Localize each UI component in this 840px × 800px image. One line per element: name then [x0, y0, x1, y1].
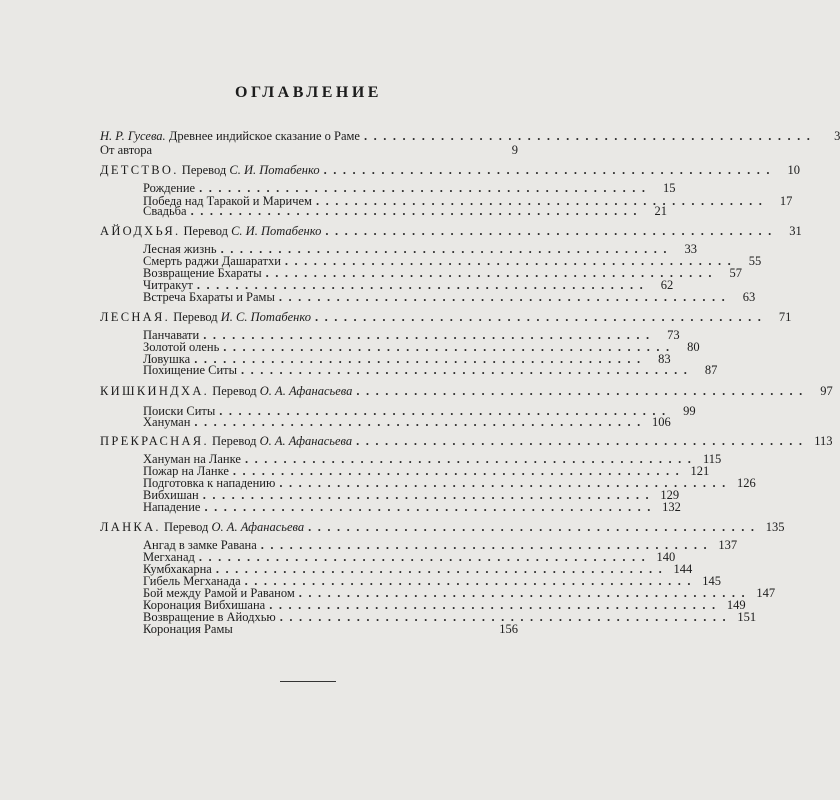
leader-dots: ...............................................	[308, 520, 761, 534]
toc-entry-page: 129	[660, 488, 680, 502]
section-page: 10	[787, 163, 800, 177]
toc-entry-page: 62	[660, 278, 674, 292]
toc-entry-page: 140	[656, 550, 676, 564]
section-page: 71	[778, 310, 792, 324]
toc-entry-page: 15	[662, 181, 676, 195]
toc-entry-text: Коронация Вибхишана	[143, 598, 266, 612]
toc-entry-intro	[100, 128, 840, 143]
leader-dots: ...............................................	[219, 404, 672, 418]
leader-dots: ...............................................	[315, 310, 768, 324]
toc-entry-text: Панчавати	[143, 328, 200, 342]
toc-entry	[143, 621, 518, 636]
leader-dots: ...............................................	[265, 266, 718, 280]
toc-entry-page: 132	[662, 500, 681, 514]
leader-dots: ...............................................	[269, 598, 722, 612]
toc-entry-author-note	[100, 142, 518, 157]
leader-dots: ...............................................	[198, 550, 652, 564]
toc-entry	[143, 289, 756, 304]
toc-entry-text: Гибель Мегханада	[143, 574, 241, 588]
toc-section-heading	[100, 383, 833, 398]
toc-entry-text: Поиски Ситы	[143, 404, 216, 418]
translator-prefix: Перевод	[212, 434, 257, 448]
leader-dots: ...............................................	[356, 434, 809, 448]
section-name: ПРЕКРАСНАЯ.	[100, 434, 209, 448]
toc-entry-page: 57	[729, 266, 742, 280]
toc-entry-page: 147	[756, 586, 776, 600]
toc-entry-author: Н. Р. Гусева.	[100, 129, 166, 143]
toc-entry-page: 151	[737, 610, 757, 624]
toc-entry-label	[100, 129, 360, 143]
leader-dots: ...............................................	[194, 352, 647, 366]
leader-dots: ...............................................	[356, 384, 809, 398]
toc-entry-text: Смерть раджи Дашаратхи	[143, 254, 281, 268]
leader-dots: ...............................................	[241, 363, 694, 377]
leader-dots: ...............................................	[279, 610, 733, 624]
leader-dots: ...............................................	[244, 574, 698, 588]
toc-entry-page: 144	[673, 562, 693, 576]
toc-entry-text: Хануман на Ланке	[143, 452, 241, 466]
toc-entry-page: 156	[499, 622, 518, 636]
toc-entry-page: 121	[690, 464, 710, 478]
leader-dots: ...............................................	[278, 290, 732, 304]
leader-dots: ...............................................	[220, 242, 673, 256]
translator-name: С. И. Потабенко	[229, 163, 320, 177]
toc-entry-page: 126	[736, 476, 756, 490]
closing-rule	[280, 681, 336, 682]
leader-dots: ...............................................	[196, 278, 650, 292]
toc-section-heading	[100, 433, 833, 448]
toc-entry-page: 17	[779, 194, 793, 208]
toc-entry-page: 145	[702, 574, 722, 588]
section-page: 97	[820, 384, 833, 398]
leader-dots: ...............................................	[315, 194, 769, 208]
toc-entry-page: 87	[704, 363, 718, 377]
toc-entry-page: 115	[703, 452, 722, 466]
toc-entry-text: Победа над Таракой и Маричем	[143, 194, 312, 208]
toc-entry-text: Рождение	[143, 181, 196, 195]
section-name: КИШКИНДХА.	[100, 384, 210, 398]
section-name: ЛЕСНАЯ.	[100, 310, 171, 324]
toc-entry-page: 73	[667, 328, 680, 342]
toc-section-heading	[100, 223, 802, 238]
translator-name: О. А. Афанасьева	[211, 520, 305, 534]
toc-entry-text: Вибхишан	[143, 488, 199, 502]
section-name: ЛАНКА.	[100, 520, 161, 534]
toc-entry-text: Возвращение в Айодхью	[143, 610, 276, 624]
toc-entry	[143, 499, 681, 514]
toc-entry-page: 21	[654, 204, 667, 218]
translator-name: И. С. Потабенко	[220, 310, 312, 324]
toc-entry-text: Подготовка к нападению	[143, 476, 276, 490]
toc-entry-page: 9	[511, 143, 518, 157]
toc-entry	[143, 203, 667, 218]
leader-dots: ...............................................	[323, 163, 776, 177]
translator-prefix: Перевод	[163, 520, 209, 534]
toc-entry-text: Свадьба	[143, 204, 187, 218]
toc-entry-text: Встреча Бхараты и Рамы	[143, 290, 275, 304]
toc-entry-page: 63	[742, 290, 756, 304]
section-page: 31	[789, 224, 802, 238]
leader-dots: ...............................................	[244, 452, 698, 466]
leader-dots: ...............................................	[215, 562, 669, 576]
toc-entry-text: Пожар на Ланке	[143, 464, 229, 478]
section-page: 113	[814, 434, 833, 448]
toc-entry-page: 80	[687, 340, 700, 354]
toc-entry-text: Золотой олень	[143, 340, 220, 354]
toc-entry-text: Похищение Ситы	[143, 363, 238, 377]
translator-name: О. А. Афанасьева	[259, 434, 353, 448]
toc-section-heading	[100, 519, 785, 534]
leader-dots: ...............................................	[260, 538, 714, 552]
leader-dots: ...............................................	[363, 129, 817, 143]
leader-dots: ...............................................	[202, 488, 656, 502]
toc-entry-text: Древнее индийское сказание о Раме	[168, 129, 360, 143]
toc-entry-text: Бой между Рамой и Раваном	[143, 586, 295, 600]
toc-entry-text: Кумбхакарна	[143, 562, 212, 576]
leader-dots: ...............................................	[203, 328, 656, 342]
page-title: ОГЛАВЛЕНИЕ	[235, 84, 382, 101]
translator-name: С. И. Потабенко	[231, 224, 322, 238]
section-page: 135	[765, 520, 785, 534]
translator-prefix: Перевод	[183, 224, 228, 238]
translator-prefix: Перевод	[181, 163, 227, 177]
toc-entry-text: Хануман	[143, 415, 191, 429]
toc-entry-text: Лесная жизнь	[143, 242, 217, 256]
toc-entry-text: Ловушка	[143, 352, 191, 366]
leader-dots: ...............................................	[232, 464, 686, 478]
toc-entry-text: Читракут	[143, 278, 193, 292]
leader-dots: ...............................................	[325, 224, 778, 238]
translator-prefix: Перевод	[212, 384, 257, 398]
toc-entry-text: Нападение	[143, 500, 201, 514]
toc-entry-text: Ангад в замке Равана	[143, 538, 257, 552]
section-name: АЙОДХЬЯ.	[100, 224, 181, 238]
section-name: ДЕТСТВО.	[100, 163, 179, 177]
toc-section-heading	[100, 309, 792, 324]
translator-name: О. А. Афанасьева	[259, 384, 353, 398]
leader-dots: ...............................................	[204, 500, 657, 514]
leader-dots: ...............................................	[223, 340, 676, 354]
leader-dots: ...............................................	[279, 476, 732, 490]
toc-entry-page: 137	[718, 538, 738, 552]
toc-entry	[143, 362, 718, 377]
leader-dots: ...............................................	[199, 181, 652, 195]
toc-entry-page: 55	[748, 254, 762, 268]
toc-entry-page: 83	[658, 352, 671, 366]
toc-entry-page: 3	[834, 129, 840, 143]
toc-entry-text: Возвращение Бхараты	[143, 266, 262, 280]
toc-entry-page: 99	[683, 404, 696, 418]
toc-entry-page: 33	[684, 242, 697, 256]
toc-entry-text: Коронация Рамы	[143, 622, 233, 636]
toc-entry-text: Мегханад	[143, 550, 195, 564]
leader-dots: ...............................................	[284, 254, 738, 268]
toc-entry-text: От автора	[100, 143, 153, 157]
toc-section-heading	[100, 162, 800, 177]
toc-entry	[143, 414, 671, 429]
translator-prefix: Перевод	[173, 310, 218, 324]
leader-dots: ...............................................	[190, 204, 643, 218]
toc-entry-page: 106	[652, 415, 671, 429]
toc-entry-page: 149	[726, 598, 746, 612]
leader-dots: ...............................................	[194, 415, 647, 429]
leader-dots: ...............................................	[298, 586, 752, 600]
